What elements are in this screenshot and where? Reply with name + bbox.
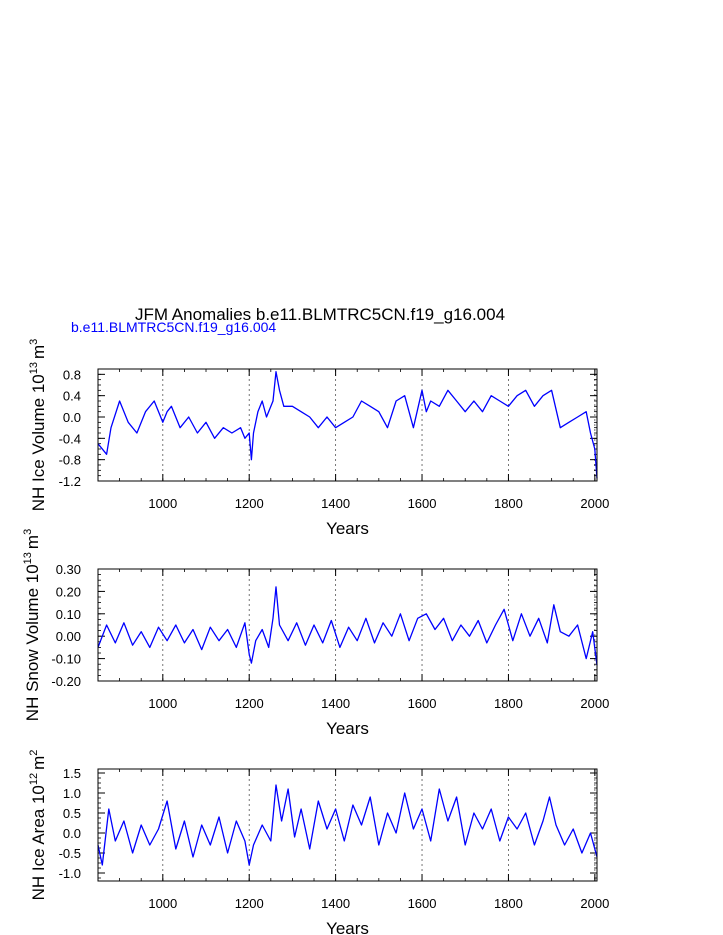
y-axis-label-exponent: 13 xyxy=(22,552,34,565)
y-tick-label: 0.00 xyxy=(55,629,81,645)
x-tick-label: 1600 xyxy=(407,696,437,711)
y-axis-label-unit-exponent: 2 xyxy=(28,749,40,756)
y-axis-label-exponent: 12 xyxy=(28,772,40,786)
y-axis-label-unit: m xyxy=(29,755,48,770)
x-tick-label: 1200 xyxy=(234,496,264,511)
x-tick-label: 1200 xyxy=(234,896,264,911)
x-tick-label: 1600 xyxy=(407,496,437,511)
series-line-snow-volume xyxy=(98,587,597,665)
y-tick-label: 1.0 xyxy=(62,786,81,801)
y-axis-label-main: NH Snow Volume 10 xyxy=(23,564,42,722)
plot-frame xyxy=(98,569,597,681)
x-tick-label: 1200 xyxy=(234,696,264,711)
y-tick-label: 0.4 xyxy=(62,388,81,404)
chart-panel-snow-volume xyxy=(22,529,609,738)
y-tick-label: 0.30 xyxy=(55,562,81,577)
x-axis-label: Years xyxy=(326,919,369,935)
y-tick-label: 0.10 xyxy=(55,606,81,622)
chart-panel-ice-volume xyxy=(28,339,609,538)
y-axis-label-unit: m xyxy=(29,344,48,360)
x-tick-label: 1000 xyxy=(148,896,178,911)
y-axis-label xyxy=(28,750,48,901)
x-axis-label: Years xyxy=(326,519,369,538)
y-axis-label xyxy=(28,339,48,512)
y-axis-label xyxy=(22,529,42,721)
y-tick-label: -0.20 xyxy=(51,674,81,689)
y-tick-label: -0.10 xyxy=(51,651,81,667)
y-tick-label: -1.0 xyxy=(58,866,81,881)
y-tick-label: 0.0 xyxy=(62,410,81,425)
y-axis-label-unit-exponent: 3 xyxy=(22,528,34,535)
x-tick-label: 1400 xyxy=(321,696,351,711)
x-tick-label: 1000 xyxy=(148,496,178,511)
y-axis-label-unit-exponent: 3 xyxy=(28,338,40,345)
x-tick-label: 2000 xyxy=(580,896,610,911)
x-tick-label: 1800 xyxy=(493,696,523,711)
chart-panel-ice-area xyxy=(28,750,609,935)
y-tick-label: -1.2 xyxy=(58,474,81,489)
x-tick-label: 1400 xyxy=(321,896,351,911)
y-axis-label-exponent: 13 xyxy=(28,362,40,375)
y-tick-label: -0.8 xyxy=(58,452,81,468)
y-tick-label: -0.4 xyxy=(58,431,81,447)
y-tick-label: 0.0 xyxy=(62,826,81,841)
figure-title: JFM Anomalies b.e11.BLMTRC5CN.f19_g16.004 xyxy=(134,305,506,324)
y-axis-label-main: NH Ice Volume 10 xyxy=(29,374,48,512)
x-tick-label: 1400 xyxy=(321,496,351,511)
x-tick-label: 1800 xyxy=(493,496,523,511)
y-axis-label-main: NH Ice Area 10 xyxy=(29,785,48,901)
series-line-ice-volume xyxy=(98,372,597,479)
x-tick-label: 2000 xyxy=(580,696,610,711)
y-tick-label: 0.20 xyxy=(55,584,81,600)
plot-frame xyxy=(98,369,597,481)
x-tick-label: 1800 xyxy=(493,896,523,911)
x-axis-label: Years xyxy=(326,719,369,738)
y-axis-label-unit: m xyxy=(23,534,42,550)
x-tick-label: 1600 xyxy=(407,896,437,911)
y-tick-label: 1.5 xyxy=(62,766,81,781)
x-tick-label: 2000 xyxy=(580,496,610,511)
series-legend-label: b.e11.BLMTRC5CN.f19_g16.004 xyxy=(71,319,277,335)
y-tick-label: 0.5 xyxy=(62,806,81,821)
x-tick-label: 1000 xyxy=(148,696,178,711)
series-line-ice-area xyxy=(98,785,597,865)
y-tick-label: 0.8 xyxy=(62,367,81,383)
y-tick-label: -0.5 xyxy=(58,846,81,861)
